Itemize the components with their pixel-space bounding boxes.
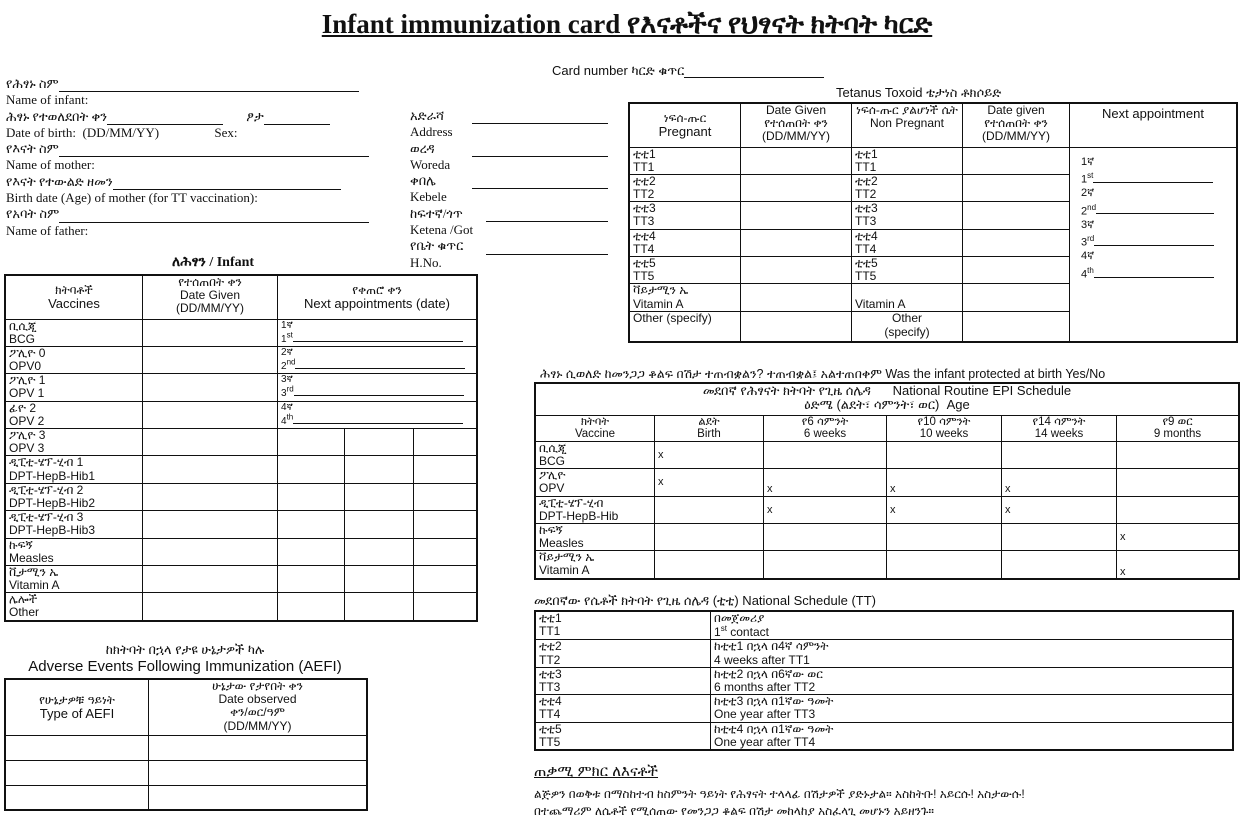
pregnant-header: ነፍሰ-ጡር Pregnant	[629, 103, 741, 147]
tt-row: ቲቲ4 TT4	[629, 229, 741, 256]
card-number-line[interactable]	[684, 66, 824, 78]
mother-name-am: የእናት ስም	[6, 141, 59, 157]
infant-fields	[6, 76, 369, 239]
vaccines-header: ክትባቶች Vaccines	[5, 275, 143, 319]
table-row: ኩፍኝ Measles	[5, 538, 143, 565]
dob-format: (DD/MM/YY)	[82, 124, 160, 140]
date-cell[interactable]	[143, 319, 278, 346]
epi-row: ቢሲጂ BCG	[535, 441, 655, 468]
sex-line[interactable]	[264, 113, 330, 125]
infant-name-line[interactable]	[59, 80, 359, 92]
dob-en: Date of birth:	[6, 124, 77, 140]
aefi-title-am: ከክትባት በኋላ የታዩ ሁኔታዎች ካሉ	[105, 642, 265, 657]
tt-schedule-row: ቲቲ2 TT2	[535, 640, 711, 667]
kebele-am: ቀበሌ	[410, 173, 436, 189]
address-am: አድራሻ	[410, 108, 445, 123]
advice-line-1: ልጅዎን በወቅቱ በማስከተብ ከስምንት ዓይነት የሕፃናት ተላላፊ በሽታዎች ያድኑታል። አስከትቡ! አይርሱ! አስታውሱ!	[534, 787, 1025, 801]
table-row: ዲፒቲ-ሄፕ-ሂብ 1 DPT-HepB-Hib1	[5, 456, 143, 483]
epi-row: ቫይታሚን ኤ Vitamin A	[535, 551, 655, 579]
mother-dob-en: Birth date (Age) of mother (for TT vaccination):	[6, 190, 258, 206]
tt-row: ቲቲ3 TT3	[629, 202, 741, 229]
infant-table-heading: ለሕፃን / Infant	[172, 255, 255, 270]
kebele-line[interactable]	[472, 177, 608, 189]
tt-schedule-table: ቲቲ1 TT1 በመጀመሪያ 1st contact ቲቲ2 TT2 ከቲቲ1 በኋላ በ4ኛ ሳምንት 4 weeks after TT1 ቲቲ3 TT3 ከቲቲ2 በኋላ በ6ኛው ወር 6 months after TT2 ቲቲ4 TT4 ከቲቲ3 በኋላ በ1ኛው ዓመት One year after TT3 ቲቲ5 TT5 ከቲቲ4 በኋላ በ1ኛው ዓመት One year after TT4	[534, 610, 1234, 751]
house-no-am: የቤት ቁጥር	[410, 238, 464, 254]
epi-row: ዲፒቲ-ሄፕ-ሂብ DPT-HepB-Hib	[535, 496, 655, 523]
epi-col-9m: የ9 ወር 9 months	[1117, 415, 1240, 441]
mother-dob-line[interactable]	[113, 178, 341, 190]
table-row: ፖሊዮ 0 OPV0	[5, 346, 143, 373]
date-cell[interactable]	[143, 346, 278, 373]
epi-col-14w: የ14 ሳምንት 14 weeks	[1002, 415, 1117, 441]
aefi-type-header: የሁኔታዎቹ ዓይነት Type of AEFI	[5, 679, 149, 735]
tt-row: ቲቲ5 TT5	[629, 257, 741, 284]
ketena-en: Ketena /Got	[410, 222, 474, 238]
epi-title: መደበኛ የሕፃናት ክትባት የጊዜ ሰሌዳ National Routine EPI Schedule ዕድሜ (ልደት፣ ሳምንት፣ ወር) Age	[535, 383, 1239, 415]
tt-schedule-row: ቲቲ1 TT1	[535, 611, 711, 640]
tt-schedule-row: ቲቲ3 TT3	[535, 667, 711, 694]
tt-appointments-cell[interactable]: 1ኛ 1st 2ኛ 2nd 3ኛ 3rd 4ኛ 4th	[1070, 147, 1238, 342]
house-no-line[interactable]	[486, 243, 608, 255]
appt-cell[interactable]: 2ኛ 2nd	[278, 346, 478, 373]
epi-schedule-table: መደበኛ የሕፃናት ክትባት የጊዜ ሰሌዳ National Routine EPI Schedule ዕድሜ (ልደት፣ ሳምንት፣ ወር) Age ክትባት Vaccine ልደት Birth የ6 ሳምንት 6 weeks የ10 ሳምንት 10 weeks የ14 ሳምንት 14 weeks የ9 ወር 9 months ቢሲጂ BCG x ፖሊዮ OPV x x x x ዲፒቲ-ሄፕ-ሂብ DPT-HepB-Hib x x x ኩፍኝ Measles x ቫይታሚን ኤ Vitamin A x	[534, 382, 1240, 580]
aefi-row[interactable]	[5, 785, 149, 810]
woreda-line[interactable]	[472, 145, 608, 157]
table-row: ፖሊዮ 1 OPV 1	[5, 374, 143, 401]
epi-row: ፖሊዮ OPV	[535, 469, 655, 496]
kebele-en: Kebele	[410, 189, 447, 205]
advice-title: ጠቃሚ ምክር ለእናቶች	[534, 763, 659, 780]
mother-dob-am: የእናት የተውልድ ዘመን	[6, 173, 113, 189]
next-appointment-header: Next appointment	[1070, 103, 1238, 147]
date-given-header: Date Given የተሰጠበት ቀን (DD/MM/YY)	[741, 103, 852, 147]
appt-cell[interactable]: 4ኛ 4th	[278, 401, 478, 428]
woreda-en: Woreda	[410, 156, 451, 172]
date-given-np-header: Date given የተሰጠበት ቀን (DD/MM/YY)	[963, 103, 1070, 147]
tt-schedule-row: ቲቲ4 TT4	[535, 695, 711, 722]
table-row: ዲፒቲ-ሄፕ-ሂብ 3 DPT-HepB-Hib3	[5, 511, 143, 538]
epi-col-vaccine: ክትባት Vaccine	[535, 415, 655, 441]
epi-col-10w: የ10 ሳምንት 10 weeks	[887, 415, 1002, 441]
tt-schedule-row: ቲቲ5 TT5	[535, 722, 711, 750]
card-title: Infant immunization card የእናቶችና የህፃናት ክትባት ካርድ	[321, 9, 933, 39]
father-name-am: የአባት ስም	[6, 206, 60, 222]
ketena-am: ከፍተኛ/ጎጥ	[410, 205, 463, 221]
tt-row-vitamin-a: ቫይታሚን ኤ Vitamin A	[629, 284, 741, 312]
house-no-en: H.No.	[410, 254, 442, 270]
tt-title: Tetanus Toxoid ቴታነስ ቶክሶይድ	[836, 85, 1002, 100]
tt-row-other: Other (specify)	[629, 312, 741, 342]
infant-name-am: የሕፃኑ ስም	[6, 76, 59, 91]
protected-at-birth-question: ሕፃኑ ሲወለድ ከመንጋጋ ቆልፍ በሽታ ተጠብቋልን? ተጠብቋል፤ አልተጠበቀም Was the infant protected at birth Yes/No	[540, 367, 1106, 381]
appt-cell[interactable]: 1ኛ 1st	[278, 319, 478, 346]
aefi-date-header: ሁኔታው የታየበት ቀን Date observed ቀን/ወር/ዓም (DD/MM/YY)	[149, 679, 368, 735]
infant-name-en: Name of infant:	[6, 92, 89, 108]
address-line[interactable]	[472, 112, 608, 124]
dob-am: ሕፃኑ የተወለደበት ቀን	[6, 108, 108, 124]
father-name-line[interactable]	[59, 211, 369, 223]
table-row: ሌሎች Other	[5, 593, 143, 621]
tt-row: ቲቲ1 TT1	[629, 147, 741, 174]
table-row: ፊዮ 2 OPV 2	[5, 401, 143, 428]
date-cell[interactable]	[143, 401, 278, 428]
next-appointments-header: የቀጠሮ ቀን Next appointments (date)	[278, 275, 478, 319]
aefi-title-en: Adverse Events Following Immunization (AEFI)	[28, 658, 342, 675]
address-en: Address	[410, 124, 453, 140]
sex-en: Sex:	[214, 124, 238, 140]
woreda-am: ወረዳ	[410, 140, 435, 156]
card-number-field	[552, 64, 824, 78]
dob-line[interactable]	[107, 113, 223, 125]
card-number-label: Card number ካርድ ቁጥር	[552, 63, 685, 78]
aefi-row[interactable]	[5, 760, 149, 785]
advice-line-2: በተጨማሪም ለሴቶች የሚሰጠው የመንጋጋ ቆልፍ በሽታ መከላከያ አስፈላጊ መሆኑን አይዘንጉ።	[534, 804, 935, 818]
epi-row: ኩፍኝ Measles	[535, 523, 655, 550]
epi-col-6w: የ6 ሳምንት 6 weeks	[764, 415, 887, 441]
infant-vaccine-table	[4, 274, 478, 622]
non-pregnant-header: ነፍሰ-ጡር ያልሆነች ሴት Non Pregnant	[852, 103, 963, 147]
aefi-table	[4, 678, 368, 811]
table-row: ቪታሚን ኤ Vitamin A	[5, 565, 143, 592]
tt-row: ቲቲ2 TT2	[629, 174, 741, 201]
tt-schedule-title: መደበኛው የሴቶች ክትባት የጊዜ ሰሌዳ (ቲቲ) National Schedule (TT)	[534, 593, 876, 608]
tetanus-toxoid-table: ነፍሰ-ጡር Pregnant Date Given የተሰጠበት ቀን (DD/MM/YY) ነፍሰ-ጡር ያልሆነች ሴት Non Pregnant Date given የተሰጠበት ቀን (DD/MM/YY) Next appointment ቲቲ1 TT1 ቲቲ1 TT1 1ኛ 1st 2ኛ 2nd 3ኛ 3rd 4ኛ 4th ቲቲ2 TT2 ቲቲ2 TT2 ቲቲ3 TT3 ቲቲ3 TT3 ቲቲ4 TT4 ቲቲ4 TT4 ቲቲ5 TT5 ቲቲ5 TT5 ቫይታሚን ኤ Vitamin A Vitamin A Other (specify) Other (specify)	[628, 102, 1238, 343]
mother-name-line[interactable]	[59, 145, 369, 157]
appt-cell[interactable]: 3ኛ 3rd	[278, 374, 478, 401]
table-row: ቢሲጂ BCG	[5, 319, 143, 346]
ketena-line[interactable]	[486, 210, 608, 222]
sex-am: ፆታ	[246, 108, 264, 124]
date-cell[interactable]	[143, 374, 278, 401]
mother-name-en: Name of mother:	[6, 157, 95, 173]
aefi-row[interactable]	[5, 735, 149, 760]
address-fields	[410, 108, 608, 271]
epi-col-birth: ልደት Birth	[655, 415, 764, 441]
table-row: ፖሊዮ 3 OPV 3	[5, 429, 143, 456]
father-name-en: Name of father:	[6, 222, 89, 238]
date-given-header: የተሰጠበት ቀን Date Given (DD/MM/YY)	[143, 275, 278, 319]
table-row: ዲፒቲ-ሄፕ-ሂብ 2 DPT-HepB-Hib2	[5, 483, 143, 510]
